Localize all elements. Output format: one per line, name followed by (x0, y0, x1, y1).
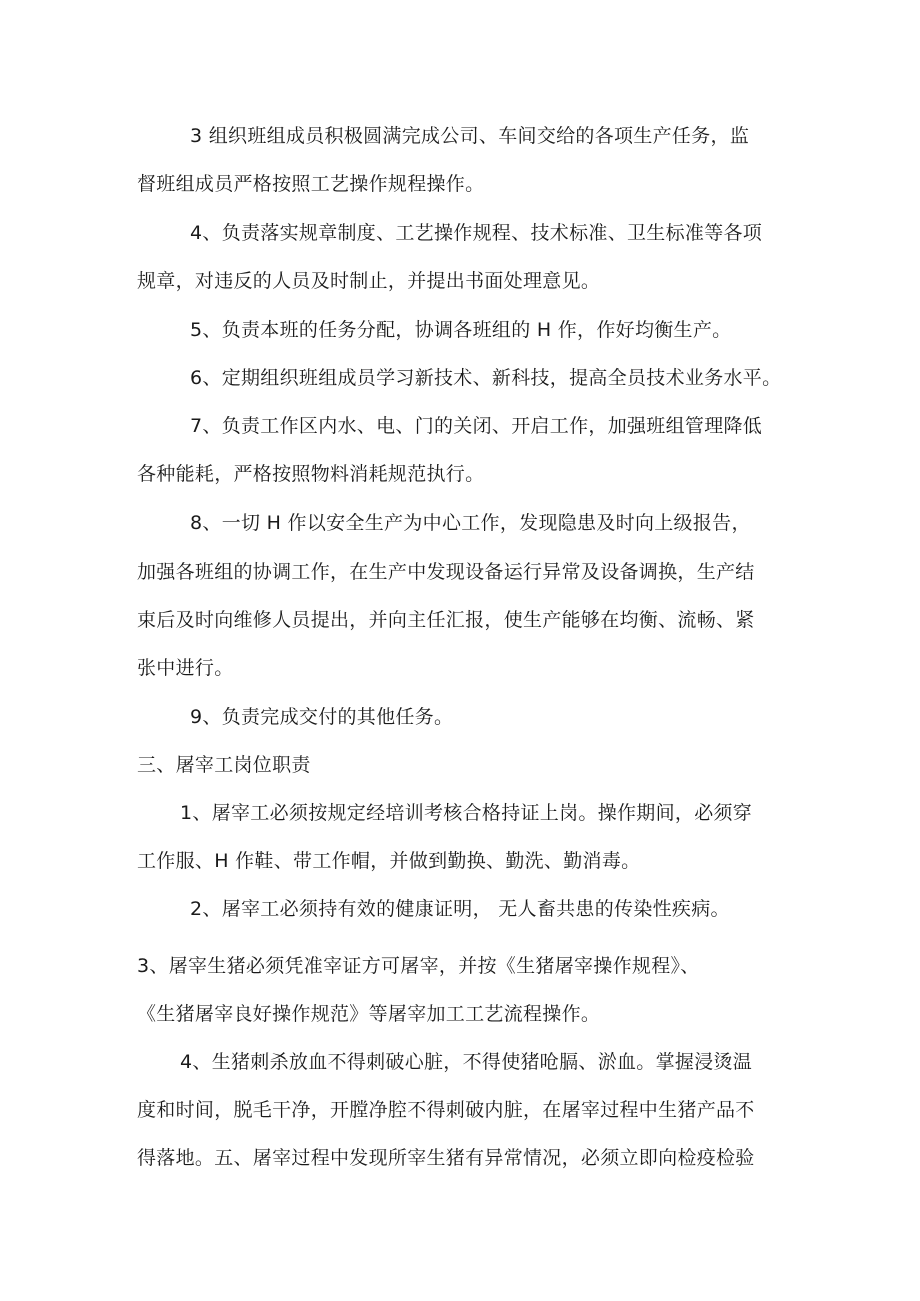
text-line: 7、负责工作区内水、电、门的关闭、开启工作，加强班组管理降低 (190, 415, 763, 437)
text-line: 张中进行。 (137, 657, 234, 679)
text-line: 度和时间，脱毛干净，开膛净腔不得刺破内脏，在屠宰过程中生猪产品不 (137, 1099, 755, 1121)
text-line: 1、屠宰工必须按规定经培训考核合格持证上岗。操作期间，必须穿 (180, 802, 753, 824)
text-line: 3 组织班组成员积极圆满完成公司、车间交给的各项生产任务，监 (190, 125, 750, 147)
text-line: 4、负责落实规章制度、工艺操作规程、技术标准、卫生标准等各项 (190, 222, 763, 244)
text-line: 束后及时向维修人员提出，并向主任汇报，使生产能够在均衡、流畅、紧 (137, 609, 755, 631)
text-line: 工作服、H 作鞋、带工作帽，并做到勤换、勤洗、勤消毒。 (137, 850, 641, 872)
text-line: 各种能耗，严格按照物料消耗规范执行。 (137, 463, 485, 485)
text-line: 6、定期组织班组成员学习新技术、新科技，提高全员技术业务水平。 (190, 367, 782, 389)
text-line: 督班组成员严格按照工艺操作规程操作。 (137, 173, 485, 195)
text-line: 4、生猪刺杀放血不得刺破心脏，不得使猪呛膈、淤血。掌握浸烫温 (180, 1051, 753, 1073)
text-line: 9、负责完成交付的其他任务。 (190, 706, 454, 728)
text-line: 加强各班组的协调工作，在生产中发现设备运行异常及设备调换，生产结 (137, 561, 755, 583)
text-line: 得落地。五、屠宰过程中发现所宰生猪有异常情况，必须立即向检疫检验 (137, 1147, 755, 1169)
text-line: 《生猪屠宰良好操作规范》等屠宰加工工艺流程操作。 (137, 1003, 601, 1025)
text-line: 8、一切 H 作以安全生产为中心工作，发现隐患及时向上级报告， (190, 512, 751, 534)
text-line: 2、屠宰工必须持有效的健康证明， 无人畜共患的传染性疾病。 (190, 898, 730, 920)
text-line: 3、屠宰生猪必须凭准宰证方可屠宰，并按《生猪屠宰操作规程》、 (137, 955, 700, 977)
section-heading: 三、屠宰工岗位职责 (137, 754, 311, 776)
text-line: 5、负责本班的任务分配，协调各班组的 H 作，作好均衡生产。 (190, 319, 732, 341)
text-line: 规章，对违反的人员及时制止，并提出书面处理意见。 (137, 270, 601, 292)
